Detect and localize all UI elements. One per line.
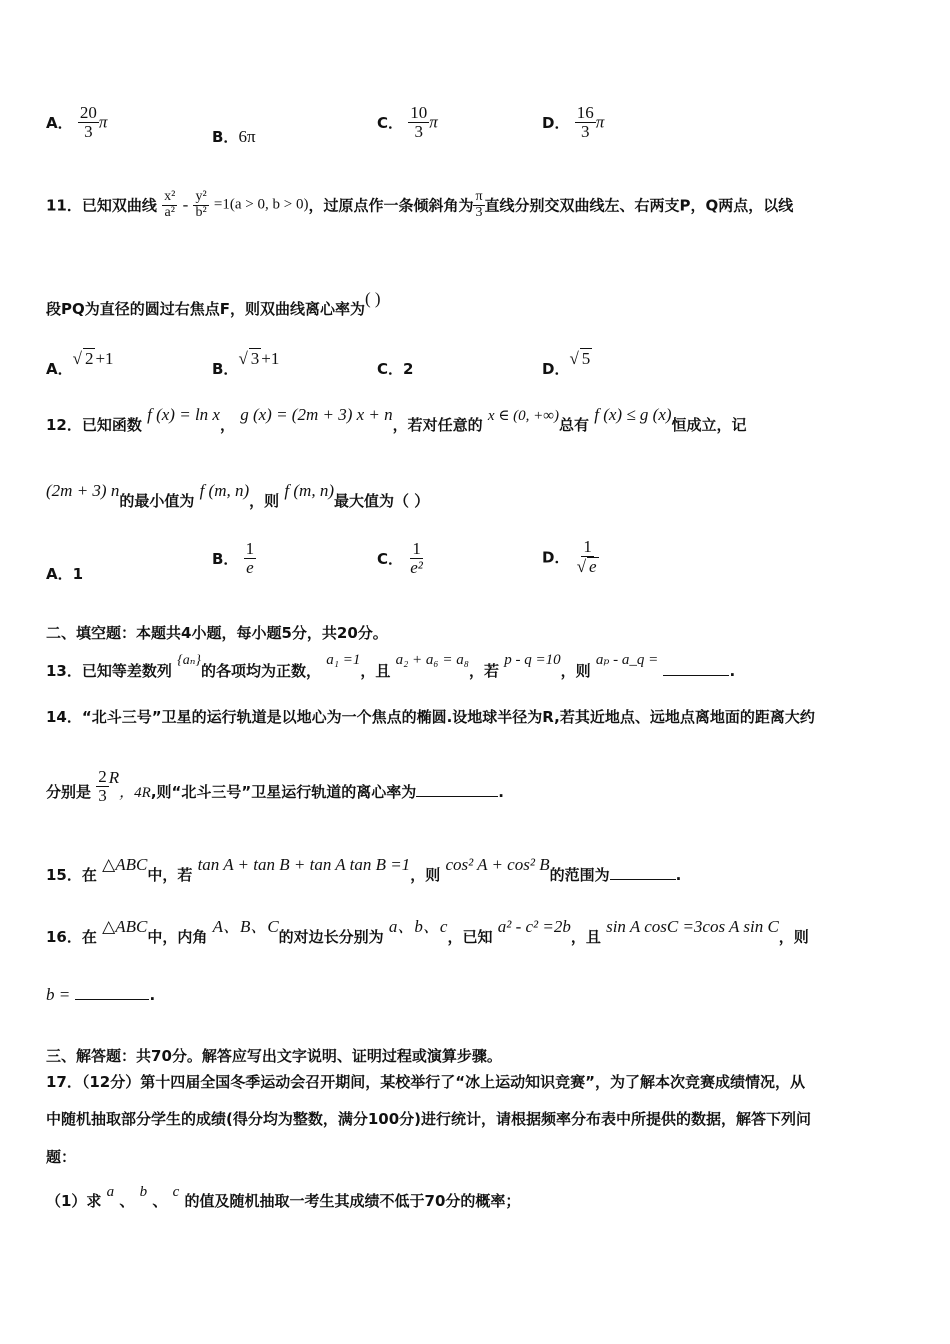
option-label: B． <box>212 549 239 568</box>
fraction: $\frac{1}{√ e}$ <box>576 537 597 576</box>
fraction: $\frac{16}{3}$ <box>576 103 594 141</box>
q12-line1: 12．已知函数 f (x) = ln x， g (x) = (2m + 3) x + n，若对任意的 x ∈ (0, +∞)总有 f (x) ≤ g (x)恒成立，记 <box>46 405 747 434</box>
option-label: C． <box>377 113 404 132</box>
question-number: 16． <box>46 928 82 946</box>
fraction: $\frac{2}{3}$ <box>98 767 107 805</box>
q17-sub1: （1）求 a 、 b 、 c 的值及随机抽取一考生其成绩不低于70分的概率； <box>46 1184 521 1210</box>
q12-option-b <box>212 540 256 577</box>
q12-option-d <box>542 538 601 576</box>
q13-line: 13．已知等差数列 {aₙ}的各项均为正数， a₁ =1，且 a₂ + a₆ = a₈，若 p - q =10，则 aₚ - a_q = . <box>46 652 736 680</box>
fraction: $\frac{10}{3}$ <box>410 103 428 141</box>
option-label: A． <box>46 360 73 378</box>
q12-option-c <box>377 540 425 577</box>
q10-option-a: A． $\frac{20}{3}$ π <box>46 103 108 141</box>
option-label: A． <box>46 113 73 132</box>
section-2-title: 二、填空题：本题共4小题，每小题5分，共20分。 <box>46 624 388 642</box>
option-label: A． <box>46 565 73 583</box>
q10-option-b: B．6π <box>212 127 256 146</box>
fraction: $\frac{1}{e}$ <box>245 539 255 577</box>
q12-option-a: A．1 <box>46 565 84 583</box>
q10-option-d: D． $\frac{16}{3}$ π <box>542 103 605 141</box>
q17-line3: 题： <box>46 1148 77 1166</box>
hyperbola-x-term: $\frac{\text{x²}}{\text{a²}}$ <box>164 189 176 220</box>
option-label: C． <box>377 549 404 568</box>
answer-paren: ( ) <box>365 289 381 308</box>
q11-option-b: B．√ 3 +1 <box>212 349 280 378</box>
q15-line: 15．在 △ABC中，若 tan A + tan B + tan A tan B =1，则 cos² A + cos² B的范围为 . <box>46 855 682 884</box>
q16-line1: 16．在 △ABC中，内角 A、B、C的对边长分别为 a、b、c，已知 a² - c² =2b，且 sin A cosC =3cos A sin C，则 <box>46 917 809 946</box>
section-3-title: 三、解答题：共70分。解答应写出文字说明、证明过程或演算步骤。 <box>46 1047 502 1065</box>
q12-line2: (2m + 3) n的最小值为 f (m, n)，则 f (m, n)最大值为（ ） <box>46 481 430 510</box>
option-label: B． <box>212 128 239 146</box>
angle-fraction: $\frac{\pi}{3}$ <box>475 189 483 220</box>
question-number: 11． <box>46 196 82 215</box>
option-label: B． <box>212 360 239 378</box>
option-label: D． <box>542 548 570 567</box>
q17-line2: 中随机抽取部分学生的成绩(得分均为整数，满分100分)进行统计，请根据频率分布表中所提供的数据，解答下列问 <box>46 1110 812 1128</box>
question-number: 14． <box>46 708 82 726</box>
option-label: C． <box>377 360 404 378</box>
q14-line1: 14．“北斗三号”卫星的运行轨道是以地心为一个焦点的椭圆.设地球半径为R,若其近地点、远地点离地面的距离大约 <box>46 708 815 726</box>
q10-option-c: C． $\frac{10}{3}$ π <box>377 103 438 141</box>
answer-blank <box>75 985 149 1000</box>
question-number: 15． <box>46 866 82 884</box>
answer-blank <box>610 865 676 880</box>
q11-option-d: D．√ 5 <box>542 349 591 378</box>
hyperbola-y-term: $\frac{\text{y²}}{\text{b²}}$ <box>195 189 207 220</box>
q17-line1: 17．（12分）第十四届全国冬季运动会召开期间，某校举行了“冰上运动知识竞赛”，为了解本次竞赛成绩情况，从 <box>46 1073 805 1091</box>
answer-blank <box>416 782 498 797</box>
q16-line2: b = . <box>46 985 156 1004</box>
fraction: $\frac{20}{3}$ <box>79 103 97 141</box>
q11-option-c: C．2 <box>377 360 414 378</box>
answer-blank <box>663 661 729 676</box>
question-number: 12． <box>46 416 82 434</box>
q11-option-a: A．√ 2 +1 <box>46 349 114 378</box>
q11-line2: 段PQ为直径的圆过右焦点F，则双曲线离心率为( ) <box>46 289 381 318</box>
q11-line1: 11．已知双曲线 $\frac{\text{x²}}{\text{a²}}$ - $\frac{\text{y²}}{\text{b²}}$ =1(a > 0, b > 0)，过原点作一条倾斜角为 $\frac{\pi}{3}$ 直线分别交双曲线左、右两支P，Q两点，以线 <box>46 189 794 220</box>
option-label: D． <box>542 360 570 378</box>
q14-line2: 分别是 $\frac{2}{3}$ R，4R,则“北斗三号”卫星运行轨道的离心率为 . <box>46 767 504 805</box>
option-label: D． <box>542 113 570 132</box>
question-number: 13． <box>46 662 82 680</box>
fraction: $\frac{1}{\text{e²}}$ <box>410 539 423 577</box>
